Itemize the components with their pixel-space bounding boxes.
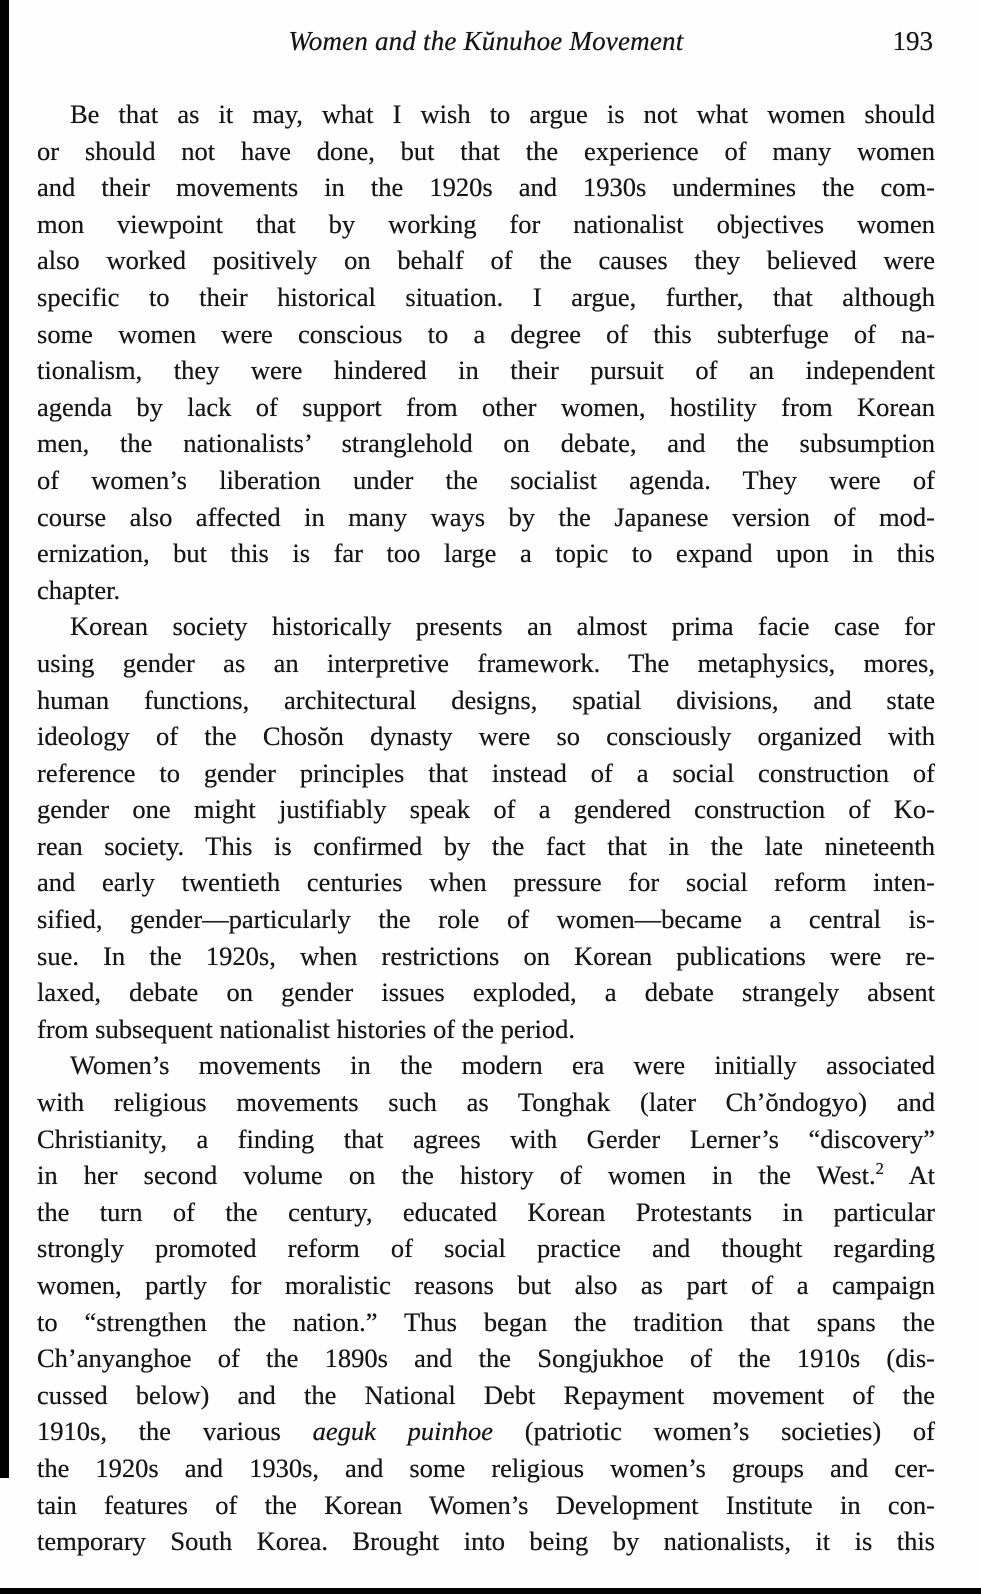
text-line — [37, 901, 935, 938]
text-line — [37, 1377, 935, 1414]
running-header — [37, 26, 935, 66]
text-line — [37, 1340, 935, 1377]
text-line — [37, 1157, 935, 1194]
text-run: and their movements in the 1920s and 1930s undermines the com- — [37, 172, 935, 203]
text-line — [37, 1047, 935, 1084]
paragraph-2 — [37, 608, 935, 1047]
text-run: tionalism, they were hindered in their pursuit of an independent — [37, 355, 935, 386]
page-number: 193 — [892, 26, 933, 56]
text-line — [37, 352, 935, 389]
text-line — [37, 279, 935, 316]
text-line — [37, 1304, 935, 1341]
text-line — [37, 938, 935, 975]
text-line — [37, 1450, 935, 1487]
text-line — [37, 791, 935, 828]
text-line — [37, 425, 935, 462]
text-line — [37, 974, 935, 1011]
text-run: sified, gender—particularly the role of women—became a central is- — [37, 904, 935, 935]
text-line — [37, 389, 935, 426]
text-line — [37, 133, 935, 170]
text-run: the 1920s and 1930s, and some religious women’s groups and cer- — [37, 1452, 935, 1483]
text-run: human functions, architectural designs, spatial divisions, and state — [37, 684, 935, 715]
text-run: cussed below) and the National Debt Repayment movement of the — [37, 1379, 935, 1410]
text-run: Be that as it may, what I wish to argue is not what women should — [70, 99, 935, 129]
running-header-title: Women and the Kŭnuhoe Movement — [288, 26, 684, 56]
text-line — [37, 96, 935, 133]
footnote-reference: 2 — [875, 1159, 884, 1179]
text-run: temporary South Korea. Brought into being by nationalists, it is this — [37, 1526, 935, 1557]
text-run: using gender as an interpretive framework. The metaphysics, mores, — [37, 647, 935, 678]
text-run: men, the nationalists’ stranglehold on debate, and the subsumption — [37, 428, 935, 459]
text-line — [37, 755, 935, 792]
text-run: ernization, but this is far too large a topic to expand upon in this — [37, 538, 935, 569]
text-run: course also affected in many ways by the Japanese version of mod- — [37, 501, 935, 532]
text-line — [37, 206, 935, 243]
text-run: strongly promoted reform of social practice and thought regarding — [37, 1233, 935, 1264]
text-run: specific to their historical situation. I argue, further, that although — [37, 281, 935, 312]
text-line — [37, 1011, 935, 1048]
text-line — [37, 608, 935, 645]
text-run: or should not have done, but that the experience of many women — [37, 135, 935, 166]
text-line — [37, 828, 935, 865]
text-line — [37, 169, 935, 206]
text-run: also worked positively on behalf of the causes they believed were — [37, 245, 935, 276]
page-body-text — [37, 96, 935, 1560]
text-line — [37, 682, 935, 719]
scan-edge-left-artifact — [0, 0, 9, 1478]
text-line — [37, 1084, 935, 1121]
text-run: reference to gender principles that instead of a social construction of — [37, 757, 935, 788]
text-run: some women were conscious to a degree of this subterfuge of na- — [37, 318, 935, 349]
text-run: rean society. This is confirmed by the fact that in the late nineteenth — [37, 830, 935, 861]
text-run: agenda by lack of support from other women, hostility from Korean — [37, 391, 935, 422]
text-line — [37, 1267, 935, 1304]
text-run: 1910s, the various — [37, 1416, 313, 1447]
text-run: sue. In the 1920s, when restrictions on Korean publications were re- — [37, 940, 935, 971]
text-line — [37, 1121, 935, 1158]
paragraph-1 — [37, 96, 935, 608]
text-line — [37, 1413, 935, 1450]
text-line — [37, 1230, 935, 1267]
text-line — [37, 645, 935, 682]
text-run: in her second volume on the history of women in the West. — [37, 1160, 876, 1191]
text-run: aeguk puinhoe — [312, 1416, 493, 1447]
text-run: Korean society historically presents an almost prima facie case for — [70, 611, 935, 642]
text-line — [37, 864, 935, 901]
text-line — [37, 718, 935, 755]
text-line — [37, 462, 935, 499]
text-line — [37, 1194, 935, 1231]
text-run: and early twentieth centuries when pressure for social reform inten- — [37, 867, 935, 898]
text-run: women, partly for moralistic reasons but also as part of a campaign — [37, 1270, 935, 1300]
text-line — [37, 499, 935, 536]
text-line — [37, 1487, 935, 1524]
text-run: Women’s movements in the modern era were initially associated — [70, 1050, 935, 1081]
text-run: laxed, debate on gender issues exploded, a debate strangely absent — [37, 977, 935, 1008]
text-line — [37, 572, 935, 609]
text-run: Christianity, a finding that agrees with Gerder Lerner’s “discovery” — [37, 1123, 935, 1154]
text-line — [37, 535, 935, 572]
text-run: mon viewpoint that by working for nationalist objectives women — [37, 208, 935, 239]
text-run: with religious movements such as Tonghak (later Ch’ŏndogyo) and — [37, 1087, 935, 1118]
text-run: gender one might justifiably speak of a gendered construction of Ko- — [37, 794, 935, 825]
text-line — [37, 1523, 935, 1560]
text-run: At — [883, 1160, 935, 1191]
text-run: tain features of the Korean Women’s Development Institute in con- — [37, 1489, 935, 1520]
text-run: of women’s liberation under the socialist agenda. They were of — [37, 464, 935, 495]
text-run: Ch’anyanghoe of the 1890s and the Songjukhoe of the 1910s (dis- — [37, 1343, 935, 1374]
text-line — [37, 316, 935, 353]
paragraph-3 — [37, 1047, 935, 1559]
text-run: from subsequent nationalist histories of the period. — [37, 1013, 575, 1044]
scan-edge-bottom-artifact — [0, 1588, 981, 1594]
text-run: to “strengthen the nation.” Thus began the tradition that spans the — [37, 1306, 935, 1337]
text-run: the turn of the century, educated Korean Protestants in particular — [37, 1196, 935, 1227]
text-run: chapter. — [37, 574, 121, 605]
text-run: (patriotic women’s societies) of — [493, 1416, 935, 1447]
text-run: ideology of the Chosŏn dynasty were so consciously organized with — [37, 721, 935, 752]
text-line — [37, 242, 935, 279]
